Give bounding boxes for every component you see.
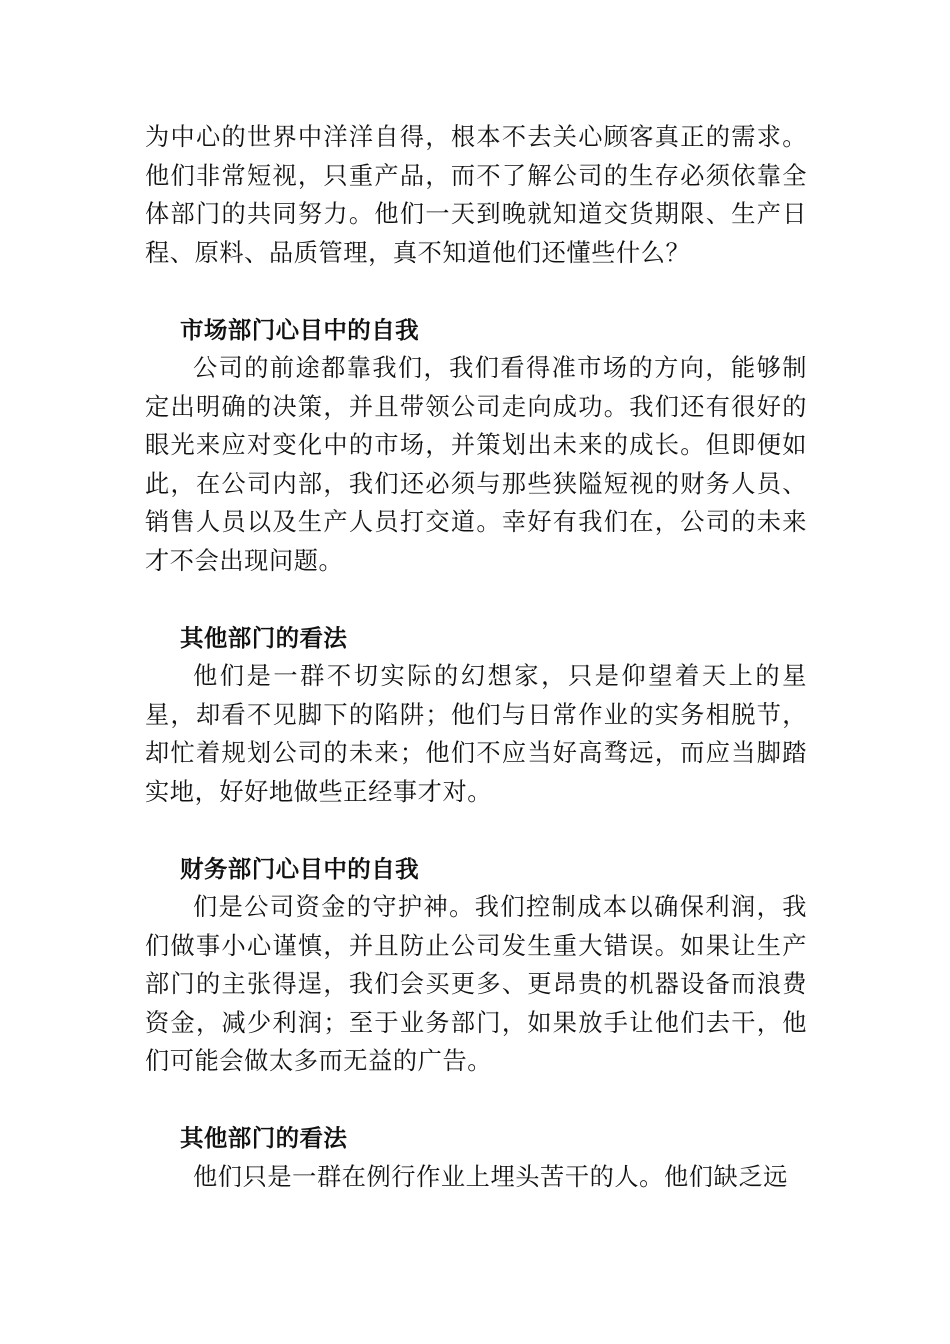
heading-finance-self-view: 财务部门心目中的自我 (180, 854, 419, 883)
paragraph-others-view-marketing: 他们是一群不切实际的幻想家，只是仰望着天上的星星，却看不见脚下的陷阱；他们与日常作业的实务相脱节，却忙着规划公司的未来；他们不应当好高骛远，而应当脚踏实地，好好地做些正经事才对。 (145, 662, 807, 806)
document-page (145, 118, 807, 1196)
heading-marketing-self-view: 市场部门心目中的自我 (180, 315, 419, 344)
section-gap (145, 811, 807, 850)
heading-others-view-finance: 其他部门的看法 (180, 1124, 348, 1152)
paragraph-production-continued: 为中心的世界中洋洋自得，根本不去关心顾客真正的需求。他们非常短视，只重产品，而不了解公司的生存必须依靠全体部门的共同努力。他们一天到晚就知道交货期限、生产日程、原料、品质管理，真不知道他们还懂些什么？ (145, 123, 807, 267)
paragraph-others-view-finance: 他们只是一群在例行作业上埋头苦干的人。他们缺乏远 (193, 1162, 788, 1191)
section-gap (145, 580, 807, 619)
paragraph-marketing-self-view: 公司的前途都靠我们，我们看得准市场的方向，能够制定出明确的决策，并且带领公司走向成功。我们还有很好的眼光来应对变化中的市场，并策划出未来的成长。但即便如此，在公司内部，我们还必须与那些狭隘短视的财务人员、销售人员以及生产人员打交道。幸好有我们在，公司的未来才不会出现问题。 (145, 354, 807, 575)
section-gap (145, 272, 807, 311)
section-gap (145, 1081, 807, 1120)
paragraph-finance-self-view: 们是公司资金的守护神。我们控制成本以确保利润，我们做事小心谨慎，并且防止公司发生重大错误。如果让生产部门的主张得逞，我们会买更多、更昂贵的机器设备而浪费资金，减少利润；至于业务部门，如果放手让他们去干，他们可能会做太多而无益的广告。 (145, 893, 807, 1075)
heading-others-view-marketing: 其他部门的看法 (180, 623, 348, 652)
